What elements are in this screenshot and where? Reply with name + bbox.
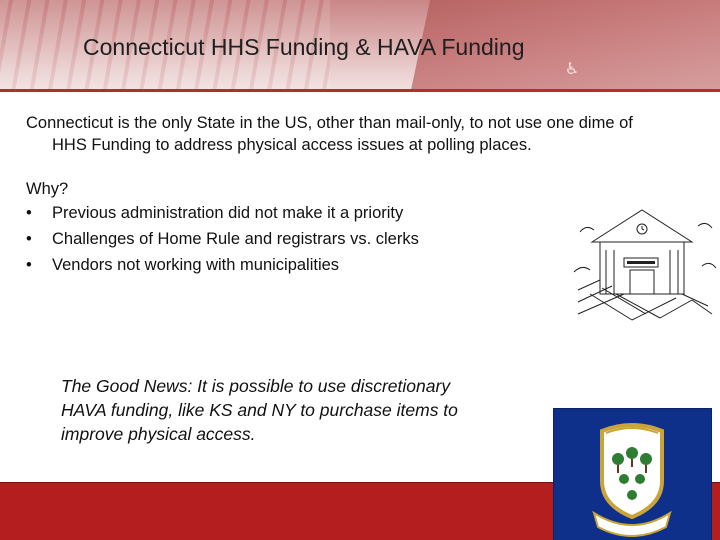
good-news-line-2: HAVA funding, like KS and NY to purchase items to xyxy=(61,400,458,420)
connecticut-flag xyxy=(553,408,712,540)
good-news-callout xyxy=(61,374,541,446)
good-news-line-1: The Good News: It is possible to use discretionary xyxy=(61,376,451,396)
intro-line-1: Connecticut is the only State in the US, other than mail-only, to not use one dime of xyxy=(26,114,633,132)
polling-place-drawing xyxy=(572,202,718,328)
bullet-icon: • xyxy=(26,256,32,274)
accessibility-icon: ♿ xyxy=(564,61,580,78)
bullet-text: Previous administration did not make it a priority xyxy=(52,204,404,222)
intro-line-2: HHS Funding to address physical access issues at polling places. xyxy=(52,136,532,154)
bullet-icon: • xyxy=(26,204,32,222)
header-divider xyxy=(0,89,720,92)
why-label: Why? xyxy=(26,180,69,198)
bullet-text: Challenges of Home Rule and registrars vs. clerks xyxy=(52,230,419,248)
good-news-line-3: improve physical access. xyxy=(61,424,256,444)
bullet-icon: • xyxy=(26,230,32,248)
slide-title: Connecticut HHS Funding & HAVA Funding xyxy=(83,34,525,60)
flag-shield-icon xyxy=(554,409,711,540)
intro-paragraph xyxy=(26,112,706,156)
bullet-text: Vendors not working with municipalities xyxy=(52,256,340,274)
